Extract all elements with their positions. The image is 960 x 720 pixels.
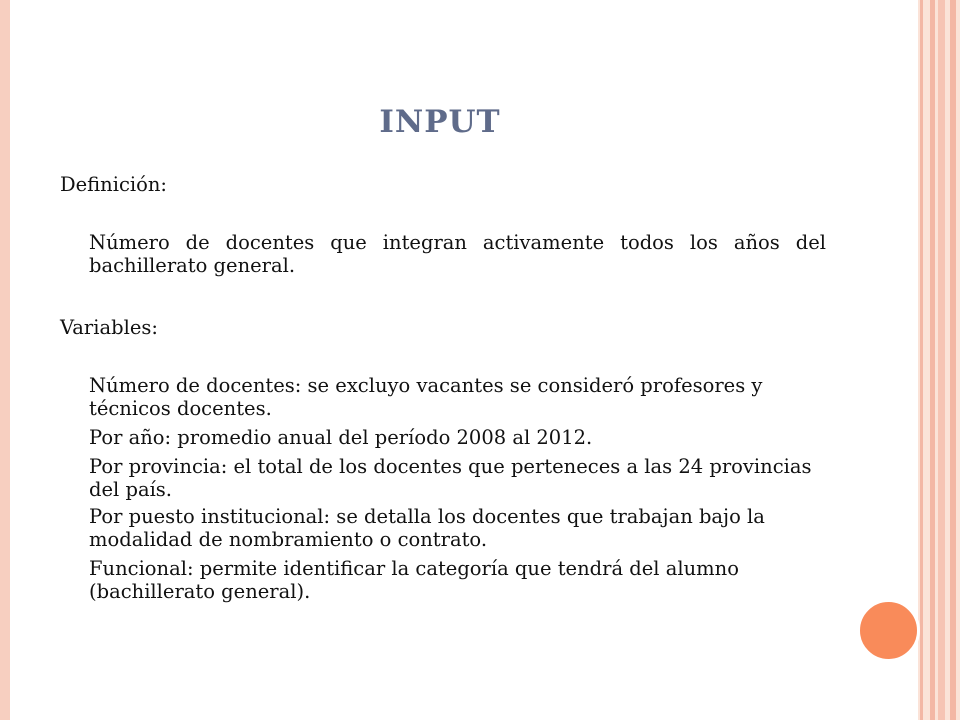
variable-item: Por puesto institucional: se detalla los docentes que trabajan bajo la modalidad de nombramiento o contrato. bbox=[89, 505, 765, 551]
right-stripe bbox=[938, 0, 945, 720]
left-frame-border bbox=[0, 0, 10, 720]
variable-item: Funcional: permite identificar la categoría que tendrá del alumno (bachillerato general). bbox=[89, 557, 739, 603]
variables-label: Variables: bbox=[60, 316, 158, 339]
variable-item: Número de docentes: se excluyo vacantes se consideró profesores y técnicos docentes. bbox=[89, 374, 763, 420]
right-stripe bbox=[950, 0, 956, 720]
variable-item: Por año: promedio anual del período 2008 al 2012. bbox=[89, 426, 593, 449]
slide-title: INPUT bbox=[379, 104, 501, 140]
variable-item: Por provincia: el total de los docentes que perteneces a las 24 provincias del país. bbox=[89, 455, 812, 501]
definition-label: Definición: bbox=[60, 173, 168, 196]
right-stripe bbox=[920, 0, 923, 720]
definition-text: Número de docentes que integran activamente todos los años del bachillerato general. bbox=[89, 231, 826, 277]
right-stripe bbox=[930, 0, 935, 720]
accent-circle bbox=[857, 599, 920, 662]
